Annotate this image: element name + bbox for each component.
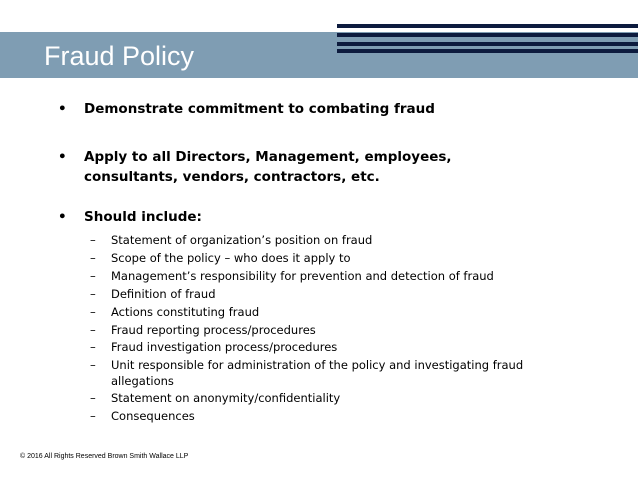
bullet-marker: • (58, 209, 67, 225)
bullet-marker: • (58, 101, 67, 117)
sub-item-text: Actions constituting fraud (111, 305, 260, 319)
sub-marker: – (90, 323, 96, 337)
sub-marker: – (90, 391, 96, 405)
sub-marker: – (90, 233, 96, 247)
sub-marker: – (90, 340, 96, 354)
sub-marker: – (90, 409, 96, 423)
sub-item-text: Statement of organization’s position on fraud (111, 233, 373, 247)
bullet-text: Should include: (84, 209, 202, 225)
sub-marker: – (90, 305, 96, 319)
sub-marker: – (90, 358, 96, 372)
sub-item-text: Unit responsible for administration of the policy and investigating fraud (111, 358, 524, 372)
copyright-footer: © 2016 All Rights Reserved Brown Smith Wallace LLP (20, 453, 189, 460)
sub-item-text: allegations (111, 374, 174, 388)
sub-marker: – (90, 269, 96, 283)
sub-item-text: Definition of fraud (111, 287, 216, 301)
sub-item-text: Consequences (111, 409, 195, 423)
sub-item-text: Management’s responsibility for prevention and detection of fraud (111, 269, 494, 283)
slide-title: Fraud Policy (44, 41, 195, 71)
bullet-marker: • (58, 149, 67, 165)
sub-marker: – (90, 251, 96, 265)
bullet-text: consultants, vendors, contractors, etc. (84, 169, 380, 185)
sub-item-text: Fraud investigation process/procedures (111, 340, 338, 354)
bullet-text: Apply to all Directors, Management, employees, (84, 149, 452, 165)
bullet-text: Demonstrate commitment to combating fraud (84, 101, 435, 117)
sub-item-text: Statement on anonymity/confidentiality (111, 391, 341, 405)
sub-item-text: Scope of the policy – who does it apply to (111, 251, 351, 265)
sub-marker: – (90, 287, 96, 301)
sub-item-text: Fraud reporting process/procedures (111, 323, 316, 337)
